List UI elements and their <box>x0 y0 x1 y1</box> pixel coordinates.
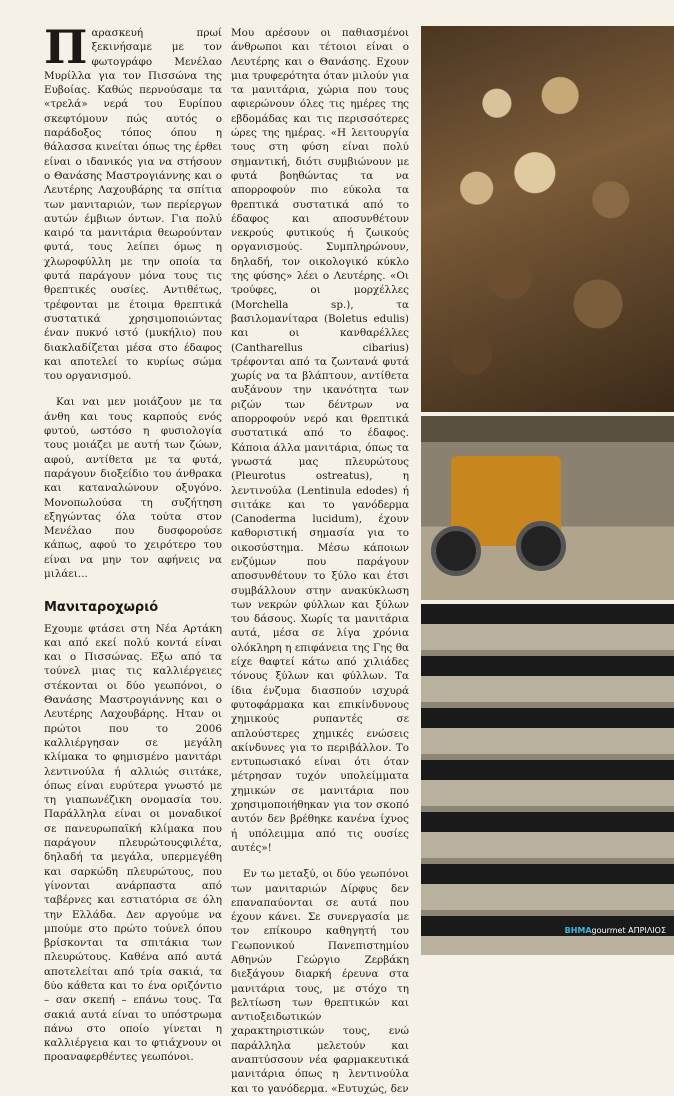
text-column-2 <box>231 26 409 1096</box>
issue-month: ΑΠΡΙΛΙΟΣ <box>628 926 666 935</box>
loader-photo <box>421 416 674 600</box>
greenhouse-shelves-photo <box>421 604 674 955</box>
section-heading: Μανιταροχωριό <box>44 600 159 616</box>
paragraph: Εν τω μεταξύ, οι δύο γεωπόνοι των μανιταριών Δίρφυς δεν επαναπαύονται σε αυτά που έχουν κάνει. Σε συνεργασία με τον επίκουρο καθηγητή του Γεωπονικού Πανεπιστημίου Αθηνών Γεώργιο Ζερβάκη διεξάγουν διαρκή έρευνα στα μανιτάρια τους, με στόχο τη βελτίωση των θρεπτικών και αντιοξειδωτικών χαρακτηριστικών τους, ενώ παράλληλα μελετούν και αναπτύσσουν νέα φαρμακευτικά μανιτάρια όπως η λεντινούλα και το γανόδερμα. «Ευτυχώς, δεν <box>231 868 409 1095</box>
brand-text-2: gourmet <box>591 926 626 935</box>
text-column-1 <box>44 20 222 1065</box>
paragraph: Και ναι μεν μοιάζουν με τα άνθη και τους καρπούς ενός φυτού, ωστόσο η φυσιολογία τους μοιάζει με αυτή των ζώων, αφού, αντίθετα με τα φυτά, παράγουν διοξείδιο του άνθρακα και καταναλώνουν οξυγόνο. Μονοπωλούσα τη συζήτηση εξηγώντας όλα τούτα στον Μενέλαο που δυσφορούσε κάπως, αφού το χειρότερο του είναι να μην τον αφήνεις να μιλάει... <box>44 396 222 580</box>
paragraph <box>44 20 222 383</box>
footer-brand <box>565 926 666 935</box>
paragraph-text: αρασκευή πρωί ξεκινήσαμε με τον φωτογράφο Μενέλαο Μυρίλλα για τον Πισσώνα της Ευβοίας. Καθώς περνούσαμε τα «τρελά» νερά του Ευρίπου σκεφτόμουν πώς αυτός ο παράδοξος τόπος όπου η θάλασσα κινείται όπως της έρθει είναι ο ιδανικός για να στήσουν ο Θανάσης Μαστρογιάννης και ο Λευτέρης Λαχουβάρης τα σπίτια των μανιταριών, των περίεργων αυτών έμβιων όντων. Για πολύ καιρό τα μανιτάρια θεωρούνταν φυτά, τους λείπει όμως η χλωροφύλλη με την οποία τα φυτά παράγουν μόνα τους τις θρεπτικές ουσίες. Αντιθέτως, τρέφονται με έτοιμα θρεπτικά συστατικά χρησιμοποιώντας έναν πυκνό ιστό (μυκήλιο) που διακλαδίζεται μέσα στο έδαφος και αποτελεί το κυρίως σώμα του οργανισμού. <box>44 27 222 383</box>
drop-cap: Π <box>44 20 88 74</box>
paragraph: Εχουμε φτάσει στη Νέα Αρτάκη και από εκεί πολύ κοντά είναι και ο Πισσώνας. Εξω από τα τούνελ μιας τις καλλιέργειες στέκονται οι δύο γεωπόνοι, ο Θανάσης Μαστρογιάννης και ο Λευτέρης Λαχουβάρης. Ηταν οι πρώτοι που το 2006 καλλιέργησαν σε μεγάλη κλίμακα το φημισμένο μανιτάρι λεντινούλα ή αλλιώς σιιτάκε, όπως είναι ευρύτερα γνωστό με τη γιαπωνέζικη ονομασία του. Παράλληλα είναι οι μοναδικοί σε πανευρωπαϊκή κλίμακα που παράγουν πλευρώτουςφιλέτα, δηλαδή τα μεγάλα, υπερμεγέθη και σαρκώδη πλευρώτους, που γίνονται ανάρπαστα από ταβέρνες και εστιατόρια σε όλη την Ελλάδα. Δεν αργούμε να μπούμε στο πρώτο τούνελ όπου βρίσκονται τα σπιτάκια των πλευρώτους. Καθένα από αυτά αποτελείται από τρία σακιά, τα δύο κάθετα και το ένα οριζόντιο – σαν σκεπή – επάνω τους. Τα σακιά αυτά είναι το υπόστρωμα πάνω στο οποίο γίνεται η καλλιέργεια και το φτιάχνουν οι προαναφερθέντες γεωπόνοι. <box>44 622 222 1064</box>
paragraph: Μου αρέσουν οι παθιασμένοι άνθρωποι και τέτοιοι είναι ο Λευτέρης και ο Θανάσης. Εχουν μια τρυφερότητα όταν μιλούν για τα μανιτάρια, χώρια που τους αφιερώνουν όλες τις ημέρες της εβδομάδας και τις περισσότερες ώρες της ημέρας. «Η λειτουργία τους στη φύση είναι πολύ σημαντική, διότι συμβιώνουν με φυτά βοηθώντας τα να απορροφούν πιο εύκολα τα θρεπτικά συστατικά από το έδαφος και αποσυνθέτουν νεκρούς φυτικούς ή ζωικούς οργανισμούς. Συμπληρώνουν, δηλαδή, τον οικολογικό κύκλο της φύσης» λέει ο Λευτέρης. «Οι τρούφες, οι μορχέλλες (Morchella sp.), τα βασιλομανίταρα (Boletus edulis) και οι κανθαρέλλες (Cantharellus cibarius) τρέφονται από τα ζωντανά φυτά χωρίς να τα βλάπτουν, αντίθετα αυξάνουν την ικανότητα των ριζών των δέντρων να απορροφούν νερό και θρεπτικά συστατικά από το έδαφος. Κάποια άλλα μανιτάρια, όπως τα γνωστά μας πλευρώτους (Pleurotus ostreatus), η λεντινούλα (Lentinula edodes) ή σιιτάκε και το γανόδερμα (Canoderma lucidum), έχουν καθοριστική σημασία για το οικοσύστημα. Μέσω κάποιων ενζύμων που παράγουν αποσυνθέτουν το ξύλο και έτσι συμβάλλουν στην ανακύκλωση των νεκρών φύλλων και ξύλων του δάσους. Χωρίς τα μανιτάρια αυτά, μέσα σε λίγα χρόνια ολόκληρη η επιφάνεια της Γης θα είχε θαφτεί κάτω από χιλιάδες τόνους ξύλων και φύλλων. Τα ίδια ένζυμα διασπούν ισχυρά φυτοφάρμακα και επικίνδυνους χημικούς ρυπαντές σε απλούστερες χημικές ενώσεις ακίνδυνες για το περιβάλλον. Το εντυπωσιακό είναι ότι όταν μέτρησαν τυχόν υπολείμματα χημικών σε μανιτάρια που χρησιμοποιήθηκαν για τον σκοπό αυτόν δεν βρέθηκε κανένα ίχνος ή υπόλειμμα από τις ουσίες αυτές»! <box>231 27 409 854</box>
wheel <box>516 521 566 571</box>
brand-text: ΒΗΜΑ <box>564 926 592 935</box>
wheel <box>431 526 481 576</box>
mushrooms-photo <box>421 26 674 412</box>
